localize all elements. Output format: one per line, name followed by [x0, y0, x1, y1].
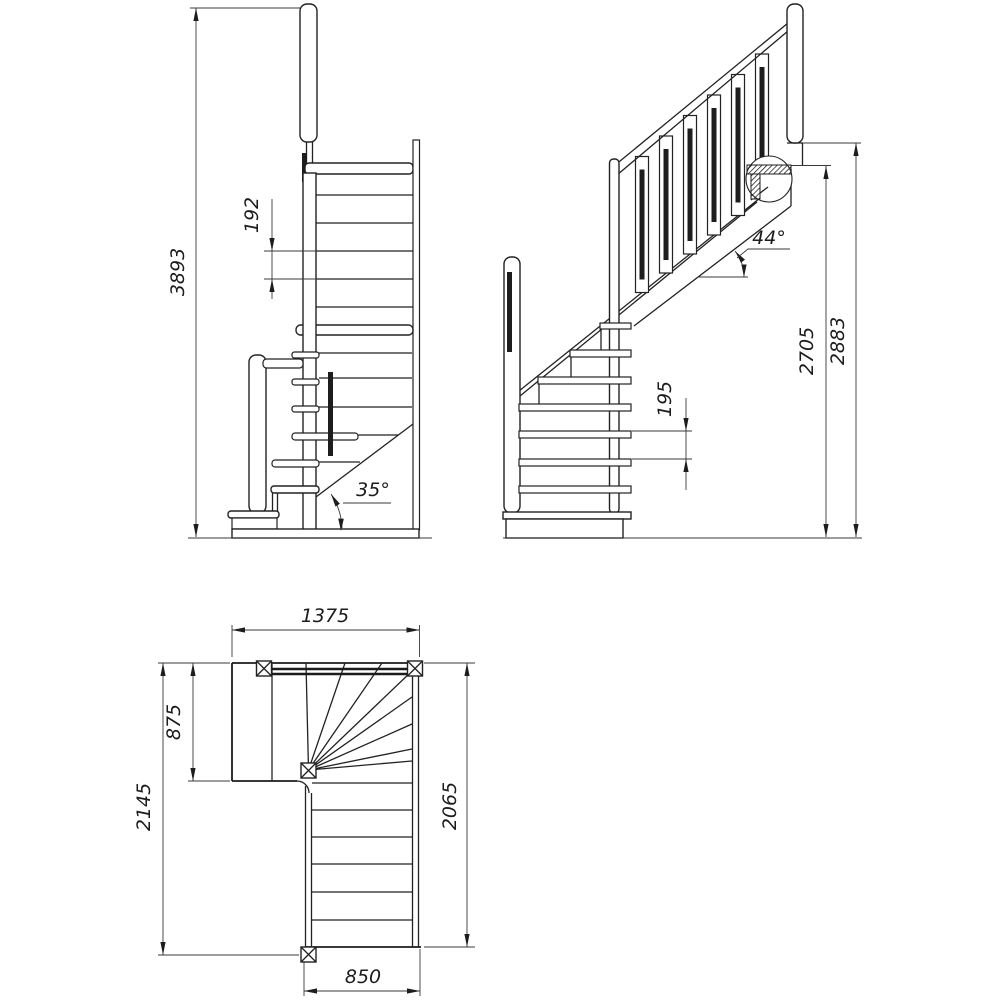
railing-top: [270, 669, 409, 674]
dim-plan-flight-length: 2065: [439, 781, 461, 831]
right-rail: [413, 140, 420, 530]
dim-plan-landing-depth: 875: [163, 703, 185, 741]
left-stringer-plan: [306, 786, 312, 948]
right-side-elevation: [503, 4, 862, 538]
baluster-section: [328, 372, 333, 456]
winder-fan-lines: [306, 663, 412, 770]
plan-view: [133, 605, 475, 996]
dim-left-step-depth: 192: [241, 196, 263, 234]
right-stringer-plan: [413, 668, 419, 947]
dim-right-angle: 44°: [752, 227, 786, 249]
dim-plan-total-depth: 2145: [133, 782, 155, 832]
dim-right-clear-height: 2705: [796, 326, 818, 376]
top-newel-post: [787, 4, 803, 143]
lower-newel-post: [249, 355, 266, 513]
handrail-section-dark: [507, 272, 512, 352]
left-side-elevation: [167, 4, 432, 538]
dim-left-total-height: 3893: [167, 247, 189, 297]
dim-plan-flight-width: 850: [344, 966, 382, 988]
dim-left-angle: 35°: [356, 479, 390, 501]
upper-newel-post: [300, 4, 317, 142]
dim-right-step-depth: 195: [654, 380, 676, 418]
nosing-detail-circle: [746, 156, 792, 202]
newel-posts-plan: [257, 661, 423, 962]
dim-right-total-height: 2883: [827, 316, 849, 366]
dim-plan-width-top: 1375: [300, 605, 350, 627]
